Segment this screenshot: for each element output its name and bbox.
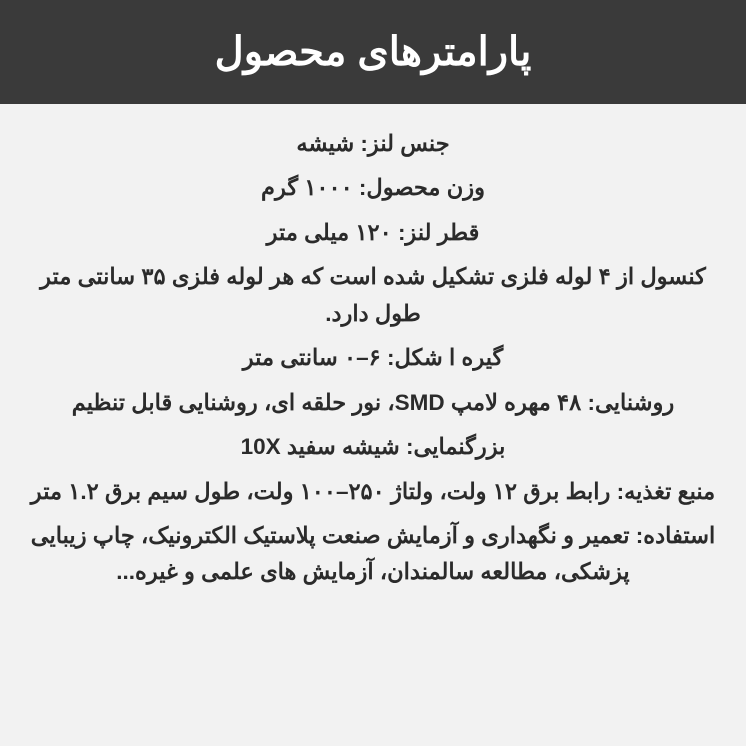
spec-item-power-supply: منبع تغذیه: رابط برق ۱۲ ولت، ولتاژ ۲۵۰–۱۰۰ ولت، طول سیم برق ۱.۲ متر: [30, 478, 716, 504]
spec-item-console-tubes: کنسول از ۴ لوله فلزی تشکیل شده است که هر لوله فلزی ۳۵ سانتی متر طول دارد.: [33, 264, 706, 326]
spec-item-product-weight: وزن محصول: ۱۰۰۰ گرم: [261, 175, 485, 201]
page-header: [0, 0, 746, 104]
spec-item-lighting: روشنایی: ۴۸ مهره لامپ SMD، نور حلقه ای، روشنایی قابل تنظیم: [71, 389, 675, 415]
spec-item-lens-diameter: قطر لنز: ۱۲۰ میلی متر: [266, 219, 480, 245]
specs-list: [0, 104, 746, 591]
spec-item-usage: استفاده: تعمیر و نگهداری و آزمایش صنعت پلاستیک الکترونیک، چاپ زیبایی پزشکی، مطالعه سالمندان، آزمایش های علمی و غیره...: [24, 522, 716, 585]
spec-item-magnification: بزرگنمایی: شیشه سفید 10X: [240, 434, 506, 460]
page-title: پارامترهای محصول: [214, 30, 532, 74]
spec-item-clamp: گیره ا شکل: ۶–۰ سانتی متر: [242, 345, 504, 371]
spec-item-lens-material: جنس لنز: شیشه: [296, 131, 450, 156]
